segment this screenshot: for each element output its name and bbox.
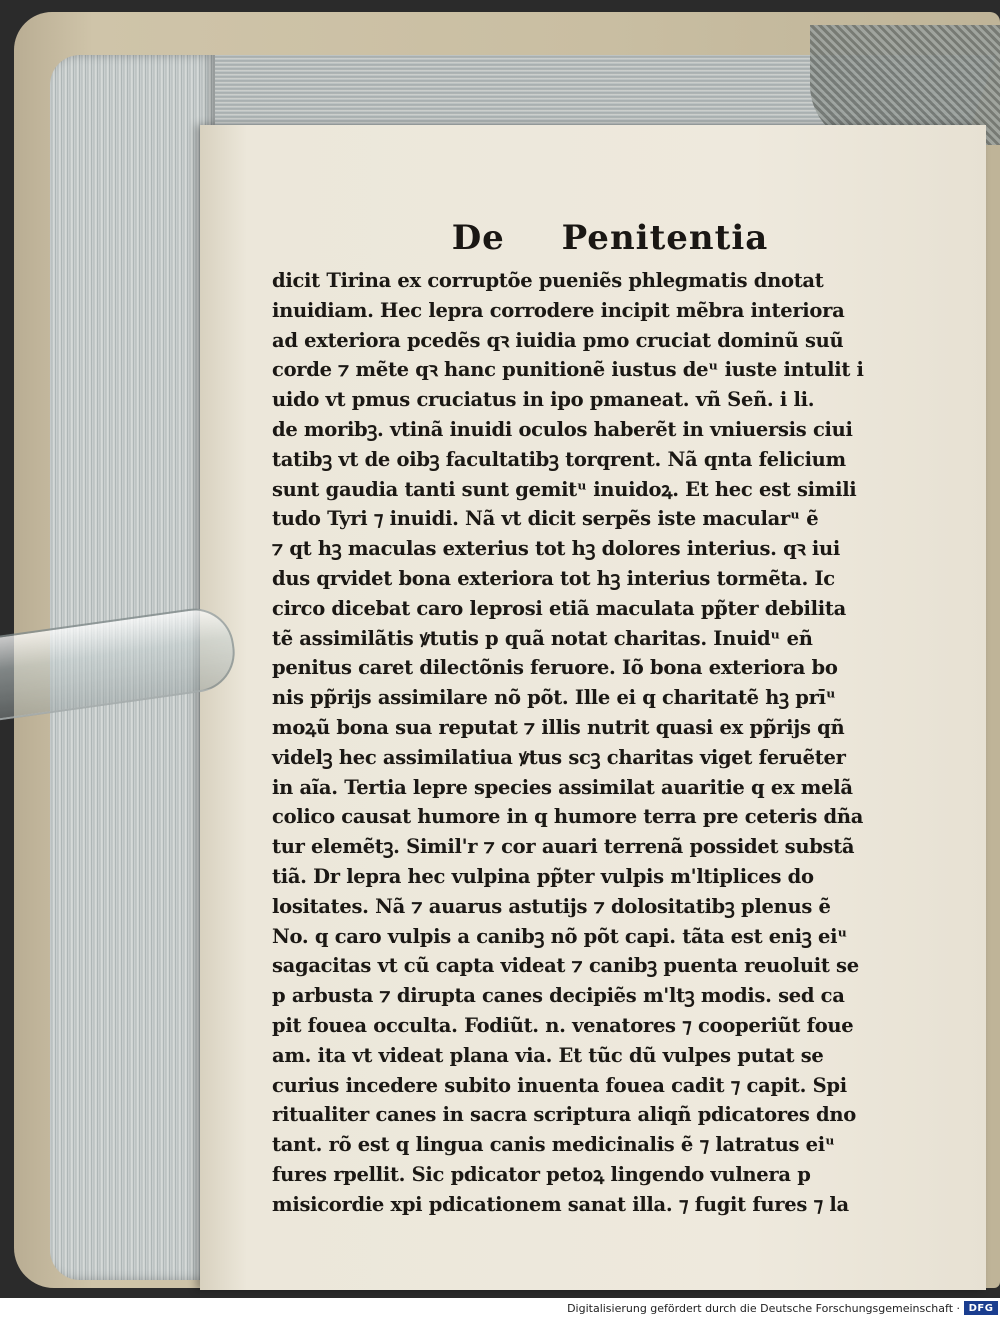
text-line: uido vt pmus cruciatus in ipo pmaneat. vñ Señ. i li.	[272, 388, 815, 412]
text-line: de moribꝫ. vtinã inuidi oculos haberẽt in vniuersis ciui	[272, 417, 853, 441]
text-line: pit fouea occulta. Fodiũt. n. venatores ⁊ cooperiũt foue	[272, 1013, 854, 1037]
text-line: lositates. Nã ⁊ auarus astutijs ⁊ dolositatibꝫ plenus ẽ	[272, 894, 831, 918]
funding-credit: Digitalisierung gefördert durch die Deutsche Forschungsgemeinschaft ·	[567, 1301, 960, 1315]
text-line: tatibꝫ vt de oibꝫ facultatibꝫ torqrent. Nã qnta felicium	[272, 447, 846, 471]
text-line: p arbusta ⁊ dirupta canes decipiẽs m'ltꝫ modis. sed ca	[272, 984, 845, 1008]
text-line: tẽ assimilãtis ꝟtutis p quã notat charitas. Inuidᵘ eñ	[272, 626, 813, 650]
text-line: moꝝũ bona sua reputat ⁊ illis nutrit quasi ex pp̃rijs qñ	[272, 715, 845, 739]
text-block	[272, 266, 880, 1220]
text-line: colico causat humore in q humore terra pre ceteris dña	[272, 805, 864, 829]
text-line: tudo Tyri ⁊ inuidi. Nã vt dicit serpẽs iste macularᵘ ẽ	[272, 507, 819, 531]
text-line: inuidiam. Hec lepra corrodere incipit mẽbra interiora	[272, 298, 845, 322]
header-word-left: De	[451, 218, 505, 258]
text-line: nis pp̃rijs assimilare nõ põt. Ille ei q charitatẽ hꝫ prīᵘ	[272, 686, 836, 710]
text-line: sagacitas vt cũ capta videat ⁊ canibꝫ puenta reuoluit se	[272, 954, 859, 978]
text-line: sunt gaudia tanti sunt gemitᵘ inuidoꝝ. Et hec est simili	[272, 477, 857, 501]
header-word-right: Penitentia	[561, 218, 769, 258]
text-line: curius incedere subito inuenta fouea cadit ⁊ capit. Spi	[272, 1073, 847, 1097]
text-line: dicit Tirina ex corruptõe pueniẽs phlegmatis dnotat	[272, 269, 824, 292]
text-line: misicordie xpi pdicationem sanat illa. ⁊ fugit fures ⁊ la	[272, 1192, 849, 1216]
footer-bar	[0, 1298, 1000, 1318]
text-line: ad exteriora pcedẽs qꝛ iuidia pmo cruciat dominũ suũ	[272, 328, 844, 352]
text-line: am. ita vt videat plana via. Et tũc dũ vulpes putat se	[272, 1043, 824, 1067]
text-line: videlꝫ hec assimilatiua ꝟtus scꝫ charitas viget feruẽter	[272, 745, 846, 769]
text-line: tiã. Dr lepra hec vulpina pp̃ter vulpis m'ltiplices do	[272, 864, 814, 888]
text-line: penitus caret dilectõnis feruore. Iõ bona exteriora bo	[272, 656, 838, 680]
text-line: corde ⁊ mẽte qꝛ hanc punitionẽ iustus deᵘ iuste intulit i	[272, 358, 864, 382]
text-line: tant. rõ est q lingua canis medicinalis ẽ ⁊ latratus eiᵘ	[272, 1133, 835, 1157]
text-line: fures rpellit. Sic pdicator petoꝝ lingendo vulnera p	[272, 1162, 811, 1186]
text-line: circo dicebat caro leprosi etiã maculata pp̃ter debilita	[272, 596, 846, 620]
dfg-logo: DFG	[964, 1301, 998, 1315]
text-line: No. q caro vulpis a canibꝫ nõ põt capi. tãta est eniꝫ eiᵘ	[272, 924, 848, 948]
text-line: dus qrvidet bona exteriora tot hꝫ interius tormẽta. Ic	[272, 566, 835, 590]
text-line: tur elemẽtꝫ. Simil'r ⁊ cor auari terrenã possidet substã	[272, 835, 855, 859]
running-header	[220, 218, 1000, 258]
text-line: ⁊ qt hꝫ maculas exterius tot hꝫ dolores interius. qꝛ iui	[272, 537, 841, 561]
text-line: ritualiter canes in sacra scriptura aliqñ pdicatores dno	[272, 1103, 856, 1127]
text-line: in aĩa. Tertia lepre species assimilat auaritie q ex melã	[272, 775, 853, 799]
